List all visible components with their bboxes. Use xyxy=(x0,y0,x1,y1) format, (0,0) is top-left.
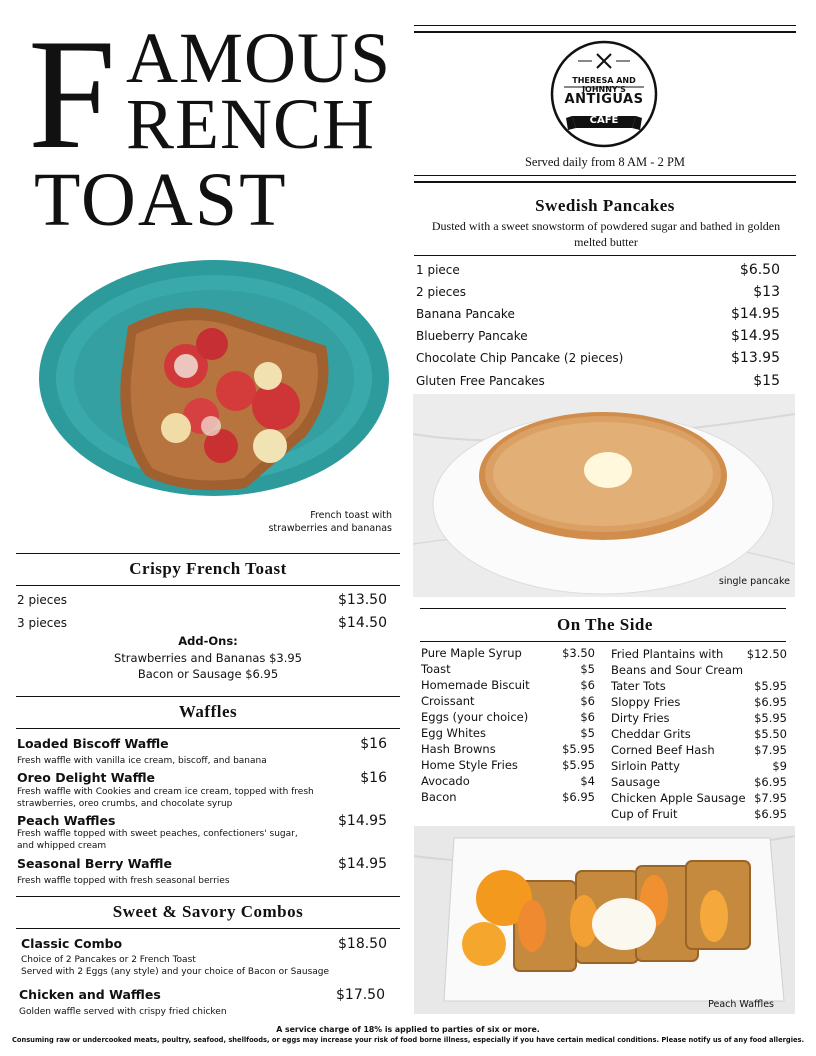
french-toast-caption: French toast with strawberries and bananas xyxy=(268,510,392,534)
crispy-item-price: $14.50 xyxy=(338,615,387,631)
side-item-price: $5 xyxy=(580,726,595,740)
side-item-name: Dirty Fries xyxy=(611,711,670,725)
side-item xyxy=(611,727,787,741)
swedish-item-price: $13.95 xyxy=(731,350,780,366)
peach-waffles-photo xyxy=(414,826,795,1014)
swedish-item-price: $13 xyxy=(753,284,780,300)
logo-name: ANTIGUAS xyxy=(564,92,644,107)
combo-price: $18.50 xyxy=(338,936,387,952)
swedish-item-3 xyxy=(416,306,780,322)
side-item xyxy=(421,662,595,676)
side-item-price: $6.95 xyxy=(754,695,787,709)
footer-allergy-notice: Consuming raw or undercooked meats, poultry, seafood, shellfoods, or eggs may increase your risk of food borne illness, especially if you have certain medical conditions. Please notify us of any food allergies. xyxy=(11,1036,805,1044)
side-item-price: $6.95 xyxy=(754,775,787,789)
combo-name: Classic Combo xyxy=(21,936,123,951)
crispy-rule-bottom xyxy=(16,585,400,586)
swedish-item-price: $14.95 xyxy=(731,328,780,344)
side-item-name: Home Style Fries xyxy=(421,758,518,772)
swedish-item-1 xyxy=(416,262,780,278)
side-item xyxy=(421,694,595,708)
swedish-item-name: Gluten Free Pancakes xyxy=(416,374,545,388)
waffles-rule-bottom xyxy=(16,728,400,729)
side-item-name: Bacon xyxy=(421,790,457,804)
side-item-price: $9 xyxy=(772,759,787,773)
footer-service-charge: A service charge of 18% is applied to parties of six or more. xyxy=(276,1025,540,1034)
side-item-name: Hash Browns xyxy=(421,742,496,756)
crispy-item-name: 2 pieces xyxy=(17,593,68,607)
swedish-desc: Dusted with a sweet snowstorm of powdered sugar and bathed in golden melted butter xyxy=(431,219,781,250)
side-item xyxy=(611,791,787,805)
side-item xyxy=(611,775,787,789)
waffle-name: Loaded Biscoff Waffle xyxy=(17,736,169,751)
side-item xyxy=(611,679,787,693)
side-item xyxy=(421,758,595,772)
header-rule-3 xyxy=(414,175,796,176)
swedish-item-price: $6.50 xyxy=(739,262,780,278)
side-item-price: $6 xyxy=(580,678,595,692)
side-item xyxy=(421,790,595,804)
title-line-1: AMOUS xyxy=(126,18,392,98)
side-item-name: Toast xyxy=(421,662,451,676)
crispy-item-price: $13.50 xyxy=(338,592,387,608)
swedish-item-name: 2 pieces xyxy=(416,285,467,299)
side-item xyxy=(421,726,595,740)
side-item-name: Egg Whites xyxy=(421,726,486,740)
waffles-rule-top xyxy=(16,696,400,697)
waffle-price: $14.95 xyxy=(338,856,387,872)
side-item-name: Sausage xyxy=(611,775,661,789)
side-item-price: $5.95 xyxy=(754,679,787,693)
side-rule-top xyxy=(420,608,786,609)
combo-item-2 xyxy=(19,987,385,1003)
side-item-name: Chicken Apple Sausage xyxy=(611,791,746,805)
combo-desc: Choice of 2 Pancakes or 2 French Toast xyxy=(21,955,196,965)
side-item-price: $5.95 xyxy=(754,711,787,725)
side-item-continued xyxy=(611,663,787,677)
side-title: On The Side xyxy=(557,615,653,634)
swedish-item-name: Banana Pancake xyxy=(416,307,515,321)
side-item-price: $6 xyxy=(580,694,595,708)
side-item xyxy=(611,743,787,757)
swedish-item-2 xyxy=(416,284,780,300)
combo-desc: Served with 2 Eggs (any style) and your choice of Bacon or Sausage xyxy=(21,967,330,977)
side-item-name: Beans and Sour Cream xyxy=(611,663,744,677)
swedish-item-name: Blueberry Pancake xyxy=(416,329,528,343)
side-item-name: Cheddar Grits xyxy=(611,727,691,741)
addon-1: Strawberries and Bananas $3.95 xyxy=(113,651,302,665)
peach-waffles-caption: Peach Waffles xyxy=(708,999,774,1010)
side-item xyxy=(611,759,787,773)
side-item-price: $12.50 xyxy=(746,647,787,661)
side-item-name: Pure Maple Syrup xyxy=(421,646,522,660)
swedish-item-price: $15 xyxy=(753,373,780,389)
waffles-title: Waffles xyxy=(178,702,238,721)
header-rule-1 xyxy=(414,25,796,26)
logo-top-text: THERESA AND JOHNNY'S xyxy=(572,76,636,94)
side-item-name: Avocado xyxy=(421,774,470,788)
waffle-price: $16 xyxy=(360,770,387,786)
waffle-desc: Fresh waffle with vanilla ice cream, biscoff, and banana xyxy=(17,756,267,766)
side-item-name: Croissant xyxy=(421,694,475,708)
side-item-price: $7.95 xyxy=(754,791,787,805)
combo-name: Chicken and Waffles xyxy=(19,987,161,1002)
french-toast-photo xyxy=(36,256,392,506)
side-item-name: Fried Plantains with xyxy=(611,647,724,661)
side-item xyxy=(611,711,787,725)
waffle-price: $14.95 xyxy=(338,813,387,829)
waffle-item-2 xyxy=(17,770,387,786)
logo-banner: CAFE xyxy=(589,115,619,126)
side-item-name: Homemade Biscuit xyxy=(421,678,530,692)
side-item-name: Corned Beef Hash xyxy=(611,743,715,757)
side-item-price: $5.95 xyxy=(562,742,595,756)
swedish-title: Swedish Pancakes xyxy=(535,196,675,215)
side-item-price: $4 xyxy=(580,774,595,788)
combo-item-1 xyxy=(21,936,387,952)
waffle-item-3 xyxy=(17,813,387,829)
side-item-price: $5.50 xyxy=(754,727,787,741)
side-item xyxy=(421,742,595,756)
swedish-rule xyxy=(414,255,796,256)
combos-rule-bottom xyxy=(16,928,400,929)
header-rule-4 xyxy=(414,181,796,183)
side-item xyxy=(421,678,595,692)
side-item xyxy=(611,647,787,661)
side-item xyxy=(611,807,787,821)
crispy-item-2 xyxy=(17,615,387,631)
side-item-name: Sirloin Patty xyxy=(611,759,680,773)
waffle-name: Seasonal Berry Waffle xyxy=(17,856,172,871)
waffle-desc: Fresh waffle with Cookies and cream ice cream, topped with fresh strawberries, oreo crumbs, and chocolate syrup xyxy=(17,787,314,810)
waffle-name: Oreo Delight Waffle xyxy=(17,770,156,785)
swedish-item-6 xyxy=(416,373,780,389)
side-item-name: Cup of Fruit xyxy=(611,807,678,821)
side-item-name: Eggs (your choice) xyxy=(421,710,529,724)
side-item-price: $7.95 xyxy=(754,743,787,757)
side-item-price: $6.95 xyxy=(562,790,595,804)
waffle-name: Peach Waffles xyxy=(17,813,116,828)
hours-text: Served daily from 8 AM - 2 PM xyxy=(524,155,686,169)
pancake-photo xyxy=(413,394,795,597)
side-item-price: $6.95 xyxy=(754,807,787,821)
crispy-item-1 xyxy=(17,592,387,608)
waffle-item-1 xyxy=(17,736,387,752)
side-item xyxy=(611,695,787,709)
pancake-photo-caption: single pancake xyxy=(718,576,790,587)
addon-2: Bacon or Sausage $6.95 xyxy=(137,667,279,681)
side-item-price: $3.50 xyxy=(562,646,595,660)
header-rule-2 xyxy=(414,31,796,33)
title-line-3: TOAST xyxy=(34,158,288,242)
waffle-desc: Fresh waffle topped with fresh seasonal berries xyxy=(17,876,230,886)
combo-desc: Golden waffle served with crispy fried chicken xyxy=(19,1007,227,1017)
title-big-letter: F xyxy=(28,7,116,182)
waffle-desc: Fresh waffle topped with sweet peaches, confectioners' sugar, and whipped cream xyxy=(17,829,298,852)
waffle-item-4 xyxy=(17,856,387,872)
waffle-price: $16 xyxy=(360,736,387,752)
side-rule-bottom xyxy=(420,641,786,642)
combo-price: $17.50 xyxy=(336,987,385,1003)
crispy-title: Crispy French Toast xyxy=(129,559,287,578)
combos-rule-top xyxy=(16,896,400,897)
crispy-rule-top xyxy=(16,553,400,554)
side-item-price: $5.95 xyxy=(562,758,595,772)
side-item xyxy=(421,774,595,788)
crispy-item-name: 3 pieces xyxy=(17,616,68,630)
swedish-item-price: $14.95 xyxy=(731,306,780,322)
side-item-price: $6 xyxy=(580,710,595,724)
swedish-item-name: 1 piece xyxy=(416,263,460,277)
side-item-price: $5 xyxy=(580,662,595,676)
side-item-name: Tater Tots xyxy=(611,679,666,693)
side-item-name: Sloppy Fries xyxy=(611,695,681,709)
combos-title: Sweet & Savory Combos xyxy=(112,902,304,921)
title-line-2: RENCH xyxy=(126,84,376,164)
side-item xyxy=(421,710,595,724)
swedish-item-5 xyxy=(416,350,780,366)
side-item xyxy=(421,646,595,660)
swedish-item-4 xyxy=(416,328,780,344)
addons-title: Add-Ons: xyxy=(178,634,238,648)
swedish-item-name: Chocolate Chip Pancake (2 pieces) xyxy=(416,351,624,365)
